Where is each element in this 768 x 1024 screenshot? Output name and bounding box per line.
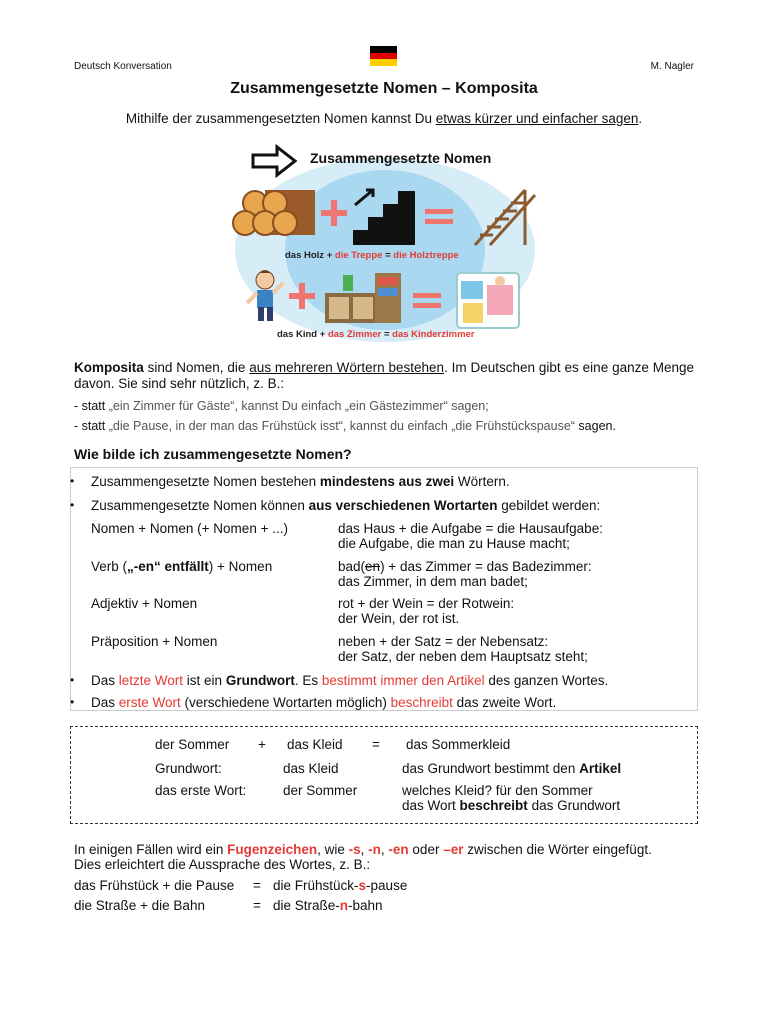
fugen-ex2-eq: = [253,898,261,913]
fugen-ex1-left: das Frühstück + die Pause [74,878,235,893]
kids-room-icon [457,273,519,328]
illus-heading: Zusammengesetzte Nomen [310,150,492,166]
wortart-right-2: bad(en) + das Zimmer = das Badezimmer: das Zimmer, in dem man badet; [338,559,592,589]
sk-r3-a: das erste Wort: [155,783,247,798]
illus-example1: das Holz + die Treppe = die Holztreppe [285,250,459,261]
logs-icon [233,190,315,235]
statt-example-2: - statt „die Pause, in der man das Frühstück isst“, kannst du einfach „die Frühstückspause“ sagen. [74,419,616,433]
statt-example-1: - statt „ein Zimmer für Gäste“, kannst Du einfach „ein Gästezimmer“ sagen; [74,399,489,413]
fugen-paragraph: In einigen Fällen wird ein Fugenzeichen, wie -s, -n, -en oder –er zwischen die Wörter eingefügt. Dies erleichtert die Aussprache des Wortes, z. B.: [74,842,652,872]
wortart-left-3: Adjektiv + Nomen [91,596,198,611]
sk-r2-c: das Grundwort bestimmt den Artikel [402,761,622,776]
sk-r3-c: welches Kleid? für den Sommer das Wort beschreibt das Grundwort [402,783,621,813]
fugen-ex2-right: die Straße-n-bahn [273,898,383,913]
arrow-icon [253,147,295,175]
wortart-left-4: Präposition + Nomen [91,634,218,649]
illus-example2: das Kind + das Zimmer = das Kinderzimmer [277,329,475,340]
sk-r1-eq: = [372,737,380,752]
wortart-left-2: Verb („-en“ entfällt) + Nomen [91,559,273,574]
header-author: M. Nagler [650,61,694,72]
fugen-ex1-right: die Frühstück-s-pause [273,878,408,893]
sk-r1-c: das Sommerkleid [406,737,511,752]
header-course: Deutsch Konversation [74,61,172,72]
wortart-right-1: das Haus + die Aufgabe = die Hausaufgabe: die Aufgabe, die man zu Hause macht; [338,521,603,551]
statt-examples [74,396,616,436]
sk-r1-b: das Kleid [287,737,343,752]
sk-r1-plus: + [258,737,266,752]
fugen-ex1-eq: = [253,878,261,893]
section-heading: Wie bilde ich zusammengesetzte Nomen? [74,446,352,462]
intro-text: Mithilfe der zusammengesetzten Nomen kannst Du etwas kürzer und einfacher sagen. [125,111,643,126]
wortart-left-1: Nomen + Nomen (+ Nomen + ...) [91,521,288,536]
fugen-ex2-left: die Straße + die Bahn [74,898,205,913]
sk-r1-a: der Sommer [155,737,230,752]
wortart-right-4: neben + der Satz = der Nebensatz: der Satz, der neben dem Hauptsatz steht; [338,634,588,664]
sk-r2-b: das Kleid [283,761,339,776]
wortart-right-3: rot + der Wein = der Rotwein: der Wein, der rot ist. [338,596,515,626]
sk-r3-b: der Sommer [283,783,358,798]
page-title: Zusammengesetzte Nomen – Komposita [230,80,538,97]
german-flag-icon [370,46,397,66]
komposita-paragraph: Komposita sind Nomen, die aus mehreren Wörtern bestehen. Im Deutschen gibt es eine ganze Menge davon. Sie sind sehr nützlich, z. B.: [74,360,694,391]
illustration [225,135,545,347]
sk-r2-a: Grundwort: [155,761,222,776]
